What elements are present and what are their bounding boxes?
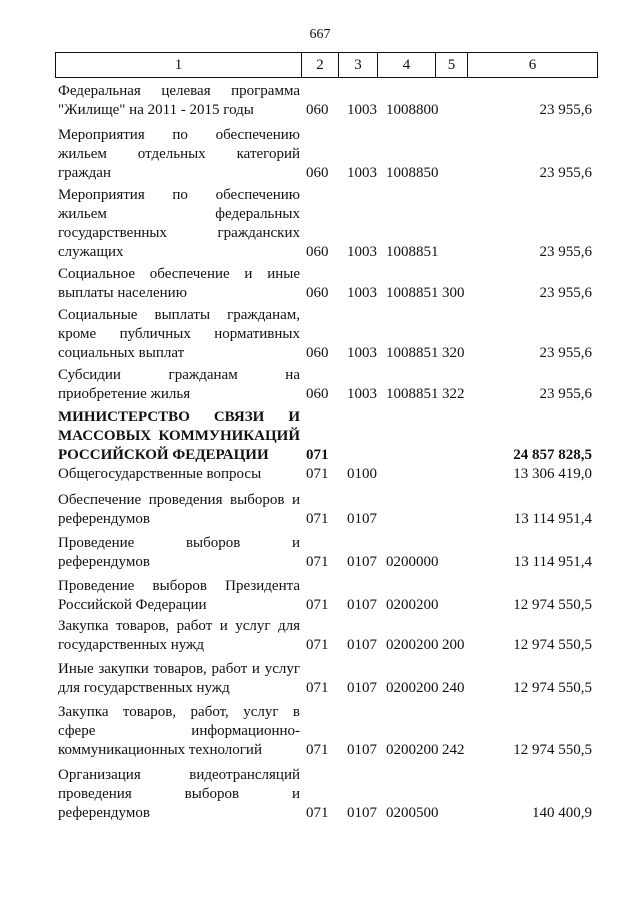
row-description-line: жильем федеральных [58, 206, 300, 222]
row-cell-c5: 200 [442, 637, 465, 653]
row-cell-c2: 071 [306, 554, 329, 570]
row-description-line: граждан [58, 165, 111, 181]
row-cell-c4: 1008851 [386, 345, 439, 361]
row-cell-c2: 071 [306, 597, 329, 613]
row-cell-c6: 24 857 828,5 [513, 447, 592, 463]
row-description-line: жильем отдельных категорий [58, 146, 300, 162]
row-cell-c6: 140 400,9 [532, 805, 592, 821]
table-row [0, 465, 640, 484]
row-cell-c2: 071 [306, 742, 329, 758]
row-cell-c4: 1008850 [386, 165, 439, 181]
row-cell-c2: 071 [306, 805, 329, 821]
row-description-line: социальных выплат [58, 345, 185, 361]
row-description-line: Мероприятия по обеспечению [58, 127, 300, 143]
row-cell-c2: 060 [306, 285, 329, 301]
row-description-line: служащих [58, 244, 124, 260]
row-cell-c2: 071 [306, 466, 329, 482]
row-description-line: Российской Федерации [58, 597, 207, 613]
row-description-line: МИНИСТЕРСТВО СВЯЗИ И [58, 409, 300, 425]
row-cell-c6: 23 955,6 [539, 165, 592, 181]
table-row [0, 306, 640, 363]
row-description-line: государственных нужд [58, 637, 205, 653]
table-row [0, 577, 640, 615]
row-cell-c3: 0107 [347, 805, 377, 821]
row-cell-c4: 1008851 [386, 285, 439, 301]
row-cell-c5: 322 [442, 386, 465, 402]
row-cell-c5: 242 [442, 742, 465, 758]
row-description [58, 126, 300, 183]
row-cell-c2: 071 [306, 447, 329, 463]
row-description-line: МАССОВЫХ КОММУНИКАЦИЙ [58, 428, 300, 444]
row-cell-c6: 13 114 951,4 [513, 511, 592, 527]
table-row [0, 82, 640, 120]
row-cell-c3: 0107 [347, 680, 377, 696]
row-cell-c4: 1008800 [386, 102, 439, 118]
column-header-2: 2 [302, 53, 339, 78]
row-cell-c2: 060 [306, 165, 329, 181]
row-description [58, 491, 300, 529]
row-cell-c4: 0200200 [386, 742, 439, 758]
row-description-line: для государственных нужд [58, 680, 230, 696]
row-cell-c6: 12 974 550,5 [513, 742, 592, 758]
row-cell-c2: 071 [306, 511, 329, 527]
row-cell-c4: 0200200 [386, 597, 439, 613]
row-description-line: "Жилище" на 2011 - 2015 годы [58, 102, 254, 118]
row-description-line: Обеспечение проведения выборов и [58, 492, 300, 508]
row-cell-c5: 240 [442, 680, 465, 696]
row-description-line: Субсидии гражданам на [58, 367, 300, 383]
table-row [0, 126, 640, 183]
row-cell-c4: 0200000 [386, 554, 439, 570]
row-description-line: приобретение жилья [58, 386, 191, 402]
table-row [0, 366, 640, 404]
row-description-line: проведения выборов и [58, 786, 300, 802]
row-cell-c3: 1003 [347, 345, 377, 361]
table-row [0, 265, 640, 303]
row-description [58, 617, 300, 655]
row-cell-c3: 1003 [347, 102, 377, 118]
row-description [58, 186, 300, 262]
row-cell-c2: 071 [306, 637, 329, 653]
row-cell-c5: 320 [442, 345, 465, 361]
row-description [58, 465, 300, 484]
row-cell-c3: 0107 [347, 511, 377, 527]
column-header-6: 6 [468, 53, 598, 78]
row-cell-c6: 23 955,6 [539, 386, 592, 402]
column-header-3: 3 [339, 53, 378, 78]
row-cell-c6: 13 306 419,0 [513, 466, 592, 482]
row-description-line: Закупка товаров, работ, услуг в [58, 704, 300, 720]
row-description-line: Социальное обеспечение и иные [58, 266, 300, 282]
row-description [58, 766, 300, 823]
row-cell-c3: 1003 [347, 285, 377, 301]
table-row [0, 186, 640, 262]
row-cell-c4: 0200500 [386, 805, 439, 821]
row-description [58, 366, 300, 404]
table-row [0, 703, 640, 760]
row-description-line: сфере информационно- [58, 723, 300, 739]
row-description-line: государственных гражданских [58, 225, 300, 241]
row-description [58, 660, 300, 698]
row-cell-c6: 23 955,6 [539, 102, 592, 118]
row-cell-c2: 060 [306, 345, 329, 361]
row-description-line: Проведение выборов Президента [58, 578, 300, 594]
table-row [0, 766, 640, 823]
row-description-line: коммуникационных технологий [58, 742, 262, 758]
row-description-line: кроме публичных нормативных [58, 326, 300, 342]
row-cell-c3: 0107 [347, 554, 377, 570]
row-description-line: референдумов [58, 805, 150, 821]
row-description [58, 408, 300, 465]
row-description-line: референдумов [58, 554, 150, 570]
row-description [58, 577, 300, 615]
row-cell-c3: 0107 [347, 597, 377, 613]
row-cell-c6: 12 974 550,5 [513, 637, 592, 653]
table-row [0, 534, 640, 572]
row-cell-c3: 1003 [347, 165, 377, 181]
row-cell-c4: 0200200 [386, 680, 439, 696]
row-cell-c3: 0107 [347, 637, 377, 653]
row-cell-c3: 0100 [347, 466, 377, 482]
row-cell-c6: 12 974 550,5 [513, 597, 592, 613]
row-description [58, 306, 300, 363]
row-cell-c6: 23 955,6 [539, 345, 592, 361]
row-cell-c6: 12 974 550,5 [513, 680, 592, 696]
row-description-line: Проведение выборов и [58, 535, 300, 551]
row-cell-c4: 1008851 [386, 386, 439, 402]
row-cell-c2: 060 [306, 386, 329, 402]
table-row [0, 491, 640, 529]
table-row [0, 660, 640, 698]
row-cell-c2: 060 [306, 102, 329, 118]
column-header-table [55, 52, 598, 78]
row-description-line: Мероприятия по обеспечению [58, 187, 300, 203]
row-description [58, 534, 300, 572]
row-description-line: Закупка товаров, работ и услуг для [58, 618, 300, 634]
row-cell-c6: 13 114 951,4 [513, 554, 592, 570]
row-cell-c5: 300 [442, 285, 465, 301]
column-header-row [56, 53, 598, 78]
row-cell-c2: 071 [306, 680, 329, 696]
row-cell-c6: 23 955,6 [539, 285, 592, 301]
table-row [0, 617, 640, 655]
row-description-line: Федеральная целевая программа [58, 83, 300, 99]
row-description-line: референдумов [58, 511, 150, 527]
row-cell-c4: 1008851 [386, 244, 439, 260]
column-header-1: 1 [56, 53, 302, 78]
row-description-line: Общегосударственные вопросы [58, 466, 262, 482]
table-row [0, 408, 640, 465]
row-cell-c2: 060 [306, 244, 329, 260]
page-number: 667 [309, 27, 331, 42]
row-cell-c4: 0200200 [386, 637, 439, 653]
row-description-line: выплаты населению [58, 285, 187, 301]
row-cell-c3: 1003 [347, 386, 377, 402]
row-cell-c3: 0107 [347, 742, 377, 758]
row-description-line: Социальные выплаты гражданам, [58, 307, 300, 323]
row-description [58, 82, 300, 120]
column-header-4: 4 [378, 53, 436, 78]
row-cell-c6: 23 955,6 [539, 244, 592, 260]
row-description-line: Организация видеотрансляций [58, 767, 300, 783]
column-header-5: 5 [436, 53, 468, 78]
row-description [58, 265, 300, 303]
row-description [58, 703, 300, 760]
row-description-line: РОССИЙСКОЙ ФЕДЕРАЦИИ [58, 447, 269, 463]
row-cell-c3: 1003 [347, 244, 377, 260]
row-description-line: Иные закупки товаров, работ и услуг [58, 661, 300, 677]
